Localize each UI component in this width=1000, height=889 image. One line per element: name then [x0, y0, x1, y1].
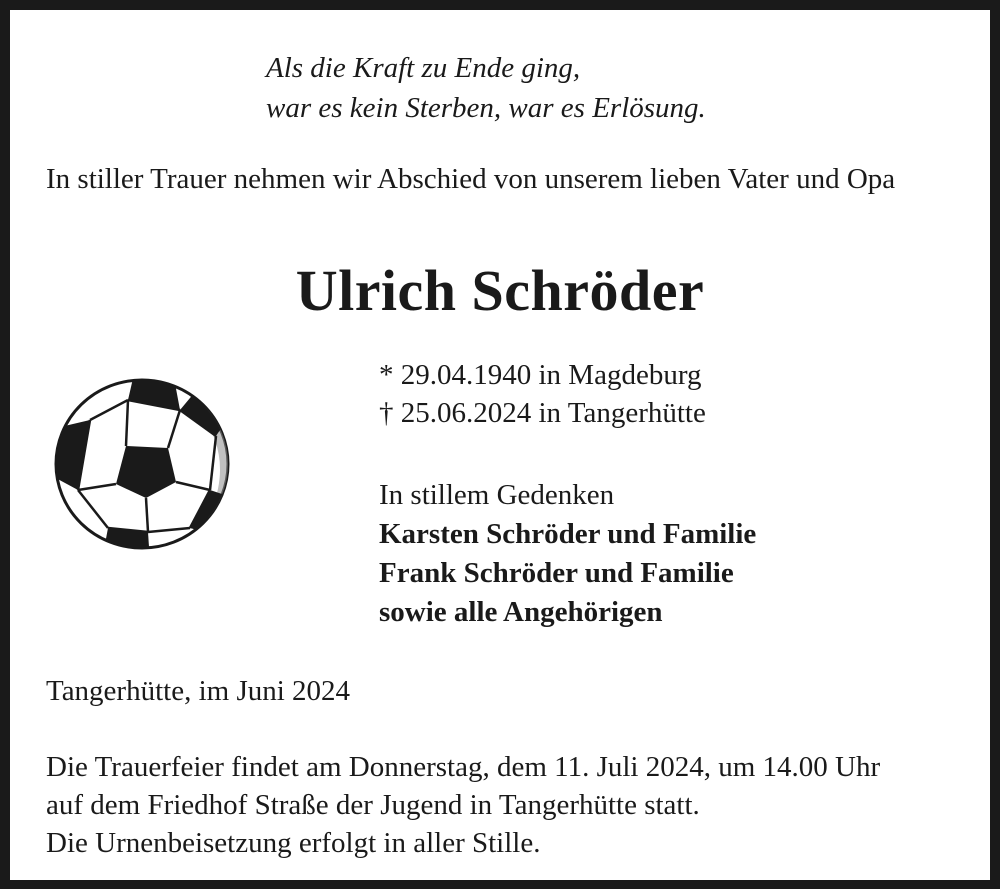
funeral-line-2: auf dem Friedhof Straße der Jugend in Tangerhütte statt. [46, 789, 700, 821]
intro-text: In stiller Trauer nehmen wir Abschied von unserem lieben Vater und Opa [46, 163, 896, 195]
funeral-line-3: Die Urnenbeisetzung erfolgt in aller Stille. [46, 827, 541, 859]
poem-line-2: war es kein Sterben, war es Erlösung. [266, 92, 706, 124]
mourners-block [379, 476, 756, 632]
funeral-line-1: Die Trauerfeier findet am Donnerstag, dem 11. Juli 2024, um 14.00 Uhr [46, 751, 881, 783]
death-date: † 25.06.2024 in Tangerhütte [379, 397, 706, 429]
soccer-ball-icon [50, 372, 232, 556]
poem-line-1: Als die Kraft zu Ende ging, [266, 52, 581, 84]
life-dates [379, 356, 706, 432]
mourners-heading: In stillem Gedenken [379, 479, 615, 511]
mourner-line-1: Karsten Schröder und Familie [379, 518, 757, 550]
place-date: Tangerhütte, im Juni 2024 [46, 675, 351, 707]
birth-date: * 29.04.1940 in Magdeburg [379, 359, 702, 391]
deceased-name: Ulrich Schröder [295, 258, 705, 323]
poem-quote [266, 48, 706, 128]
funeral-info [46, 748, 880, 862]
mourner-line-3: sowie alle Angehörigen [379, 596, 663, 628]
mourner-line-2: Frank Schröder und Familie [379, 557, 734, 589]
